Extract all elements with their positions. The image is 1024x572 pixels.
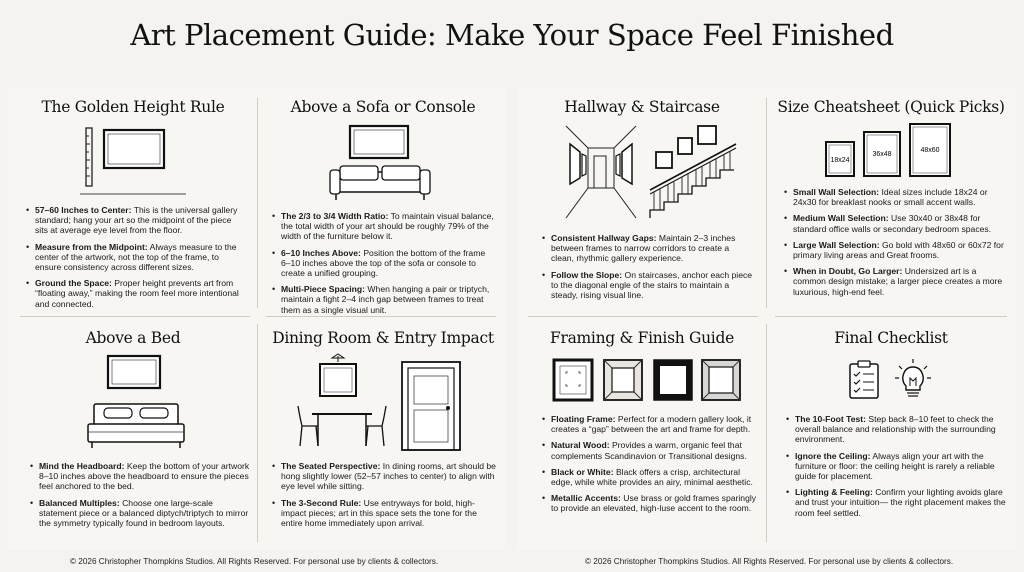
divider <box>528 316 758 317</box>
list-item: • Small Wall Selection: Ideal sizes include 18x24 or 24x30 for breaklast nooks or small accent walls. <box>784 187 1008 207</box>
sofa-illustration <box>322 124 442 206</box>
section-title-golden-height: The Golden Height Rule <box>41 98 225 116</box>
divider <box>257 98 258 308</box>
hallway-staircase-illustration <box>560 122 740 222</box>
golden-height-illustration <box>72 124 192 196</box>
section-title-sofa: Above a Sofa or Console <box>290 98 476 116</box>
list-item: • The 10-Foot Test: Step back 8–10 feet to check the overall balance and relationship with the surrounding environment. <box>786 414 1008 445</box>
section-title-checklist: Final Checklist <box>834 329 948 347</box>
list-item: • Medium Wall Selection: Use 30x40 or 38x48 for standard office walls or secondary bedroom spaces. <box>784 213 1008 233</box>
list-item: • Lighting & Feeling: Confirm your lighting avoids glare and trust your intuition— the right placement makes the room feel settled. <box>786 487 1008 518</box>
list-item: • Ignore the Ceiling: Always align your art with the furniture or floor: the ceiling height is rarely a reliable guide for placement. <box>786 451 1008 482</box>
section-title-dining: Dining Room & Entry Impact <box>272 329 494 347</box>
list-item: • Natural Wood: Provides a warm, organic feel that complements Scandinavion or Transitional designs. <box>542 440 760 460</box>
list-item: • Black or White: Black offers a crisp, architectural edge, while white provides an airy, minimal aesthetic. <box>542 467 760 487</box>
size-cheatsheet-list <box>784 187 1008 303</box>
section-title-framing: Framing & Finish Guide <box>550 329 734 347</box>
frame-label: 48x60 <box>920 147 940 154</box>
divider <box>766 98 767 308</box>
footer-copyright-left: © 2026 Christopher Thompkins Studios. All Rights Reserved. For personal use by clients & collectors. <box>70 557 439 566</box>
divider <box>20 316 250 317</box>
size-cheatsheet-illustration <box>824 122 954 178</box>
list-item: • Ground the Space: Proper height prevents art from “floating away,” making the room feel more intentional and connected. <box>26 278 240 309</box>
clipboard-icon <box>848 360 882 400</box>
list-item: • Floating Frame: Perfect for a modern gallery look, it creates a “gap” between the art and frame for depth. <box>542 414 760 434</box>
list-item: • The 2/3 to 3/4 Width Ratio: To maintain visual balance, the total width of your art should be roughly 79% of the width of the furniture below it. <box>272 211 494 242</box>
dining-entry-illustration <box>292 354 468 454</box>
list-item: • Follow the Slope: On staircases, anchor each piece to the diagonal engle of the stairs to maintain a steady, rising visual line. <box>542 270 754 301</box>
framing-illustration <box>552 358 744 402</box>
divider <box>257 324 258 542</box>
divider <box>766 324 767 542</box>
list-item: • 6–10 Inches Above: Position the bottom of the frame 6–10 inches above the top of the sofa or console to create a unified grouping. <box>272 248 494 279</box>
list-item: • 57–60 Inches to Center: This is the universal gallery standard; hang your art so the midpoint of the piece sits at average eye level from the floor. <box>26 205 240 236</box>
list-item: • Large Wall Selection: Go bold with 48x60 or 60x72 for primary living areas and Great frooms. <box>784 240 1008 260</box>
section-title-hallway: Hallway & Staircase <box>564 98 720 116</box>
list-item: • Balanced Multiples: Choose one large-scale statement piece or a balanced diptych/triptych to mirror the symmetry typically found in bedroom layouts. <box>30 498 252 529</box>
footer-copyright-right: © 2026 Christopher Thompkins Studios. All Rights Reserved. For personal use by clients & collectors. <box>585 557 954 566</box>
list-item: • When in Doubt, Go Larger: Undersized art is a common design mistake; a larger piece creates a more luxurious, high-end feel. <box>784 266 1008 297</box>
bed-list <box>30 461 252 534</box>
list-item: • Metallic Accents: Use brass or gold frames sparingly to provide an elevated, high-luse accent to the room. <box>542 493 760 513</box>
section-title-size-cheatsheet: Size Cheatsheet (Quick Picks) <box>777 98 1005 116</box>
checklist-list <box>786 414 1008 524</box>
list-item: • The 3-Second Rule: Use entryways for bold, high-impact pieces; art in this space sets the tone for the entire home immediately upon arrival. <box>272 498 496 529</box>
frame-label: 36x48 <box>872 151 892 158</box>
list-item: • Multi-Piece Spacing: When hanging a pair or triptych, maintain a fight 2–4 inch gap between frames to treat them as a single visual unit. <box>272 284 494 315</box>
list-item: • Mind the Headboard: Keep the bottom of your artwork 8–10 inches above the headboard to ensure the pieces feel anchored to the bed. <box>30 461 252 492</box>
list-item: • Consistent Hallway Gaps: Maintain 2–3 inches between frames to narrow corridors to create a clean, rhythmic gallery experience. <box>542 233 754 264</box>
section-title-bed: Above a Bed <box>85 329 181 347</box>
list-item: • Measure from the Midpoint: Always measure to the center of the artwork, not the top of the frame, to ensure consistency across different sizes. <box>26 242 240 273</box>
lightbulb-icon <box>894 358 932 400</box>
list-item: • The Seated Perspective: In dining rooms, art should be hong slightly lower (52–57 inches to center) to align with eye level while sitting. <box>272 461 496 492</box>
bed-illustration <box>84 354 188 452</box>
framing-list <box>542 414 760 520</box>
hallway-list <box>542 233 754 306</box>
sofa-list <box>272 211 494 321</box>
dining-list <box>272 461 496 534</box>
frame-label: 18x24 <box>830 157 850 164</box>
golden-height-list <box>26 205 240 315</box>
divider <box>775 316 1007 317</box>
page-title: Art Placement Guide: Make Your Space Feel Finished <box>130 18 894 52</box>
